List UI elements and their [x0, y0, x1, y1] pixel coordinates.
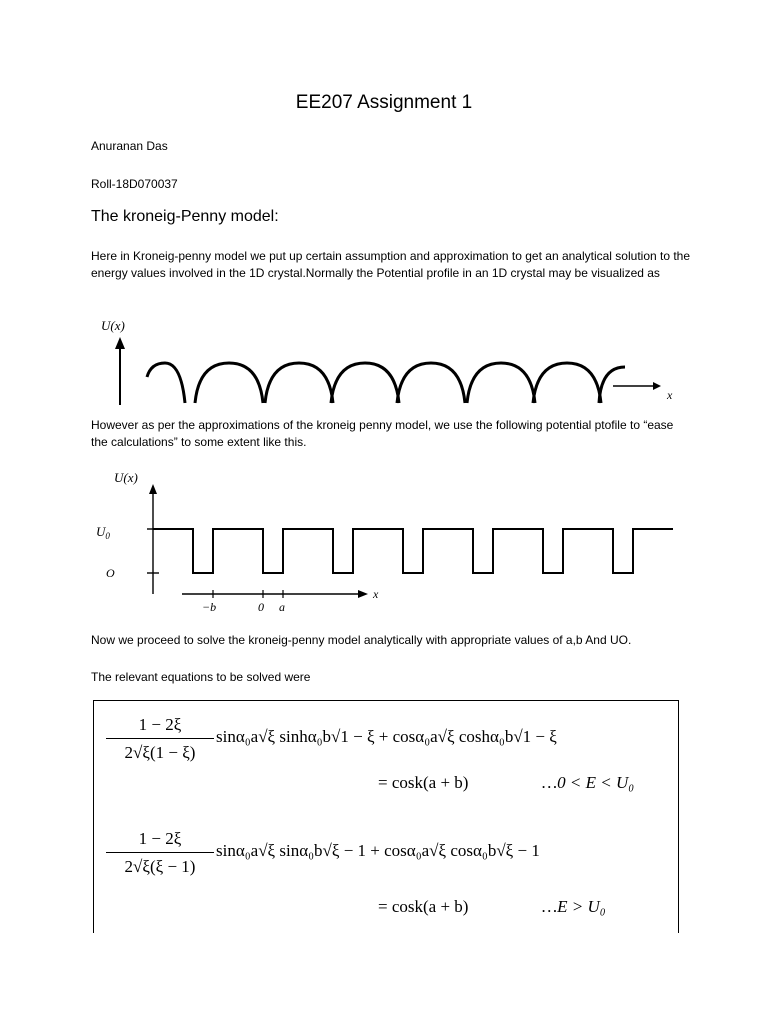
figure2-xlabel: x: [373, 587, 379, 601]
figure1-y-arrow: [115, 337, 125, 349]
eq2-denominator: 2√ξ(ξ − 1): [124, 857, 196, 876]
figure2-y-arrow: [149, 484, 157, 494]
figure1-x-arrow: [653, 382, 661, 390]
eq1-condition: …0 < E < U₀: [542, 773, 635, 792]
figure1-arcs: [147, 363, 625, 403]
figure1-ylabel: U(x): [101, 318, 125, 333]
eq2-condition: …E > U₀: [542, 897, 606, 916]
figure2-x-arrow: [358, 590, 368, 598]
eq1-denominator: 2√ξ(1 − ξ): [124, 743, 196, 762]
potential-profile-figure: [95, 315, 685, 410]
eq2-rhs: = cosk(a + b): [378, 897, 469, 916]
figure2-label-a: a: [279, 600, 285, 614]
figure2-u0-label: $U_0$: [96, 524, 110, 541]
figure2-label-zero: 0: [258, 600, 264, 614]
section-heading: The kroneig-Penny model:: [91, 208, 279, 225]
equation-box: [93, 700, 679, 933]
equations-intro: The relevant equations to be solved were: [91, 670, 311, 684]
eq1-numerator: 1 − 2ξ: [138, 715, 182, 734]
figure1-xlabel: x: [667, 388, 673, 402]
eq1-rhs: = cosk(a + b): [378, 773, 469, 792]
roll-number: Roll-18D070037: [91, 177, 178, 191]
approximation-paragraph: However as per the approximations of the kroneig penny model, we use the following potential ptofile to “ease the calculations” to some extent like this.: [91, 418, 674, 449]
intro-paragraph: Here in Kroneig-penny model we put up certain assumption and approximation to get an analytical solution to the energy values involved in the 1D crystal.Normally the Potential profile in an 1D crystal may be visualized as: [91, 249, 691, 280]
page-title: EE207 Assignment 1: [295, 92, 473, 113]
eq2-terms: sinα₀a√ξ sinα₀b√ξ − 1 + cosα₀a√ξ cosα₀b√ξ − 1: [216, 841, 540, 860]
proceed-paragraph: Now we proceed to solve the kroneig-penny model analytically with appropriate values of a,b And UO.: [91, 633, 632, 647]
author-name: Anuranan Das: [91, 139, 168, 153]
eq1-terms: sinα₀a√ξ sinhα₀b√1 − ξ + cosα₀a√ξ coshα₀b√1 − ξ: [216, 727, 557, 746]
eq2-fraction-bar: [106, 852, 214, 853]
eq2-numerator: 1 − 2ξ: [138, 829, 182, 848]
figure2-label-minus-b: −b: [202, 600, 217, 614]
eq1-fraction-bar: [106, 738, 214, 739]
figure2-zero-label: O: [106, 566, 115, 580]
kronig-penney-potential-figure: [90, 466, 690, 616]
figure2-ylabel: U(x): [114, 470, 138, 485]
figure2-square-wave: [153, 529, 673, 573]
